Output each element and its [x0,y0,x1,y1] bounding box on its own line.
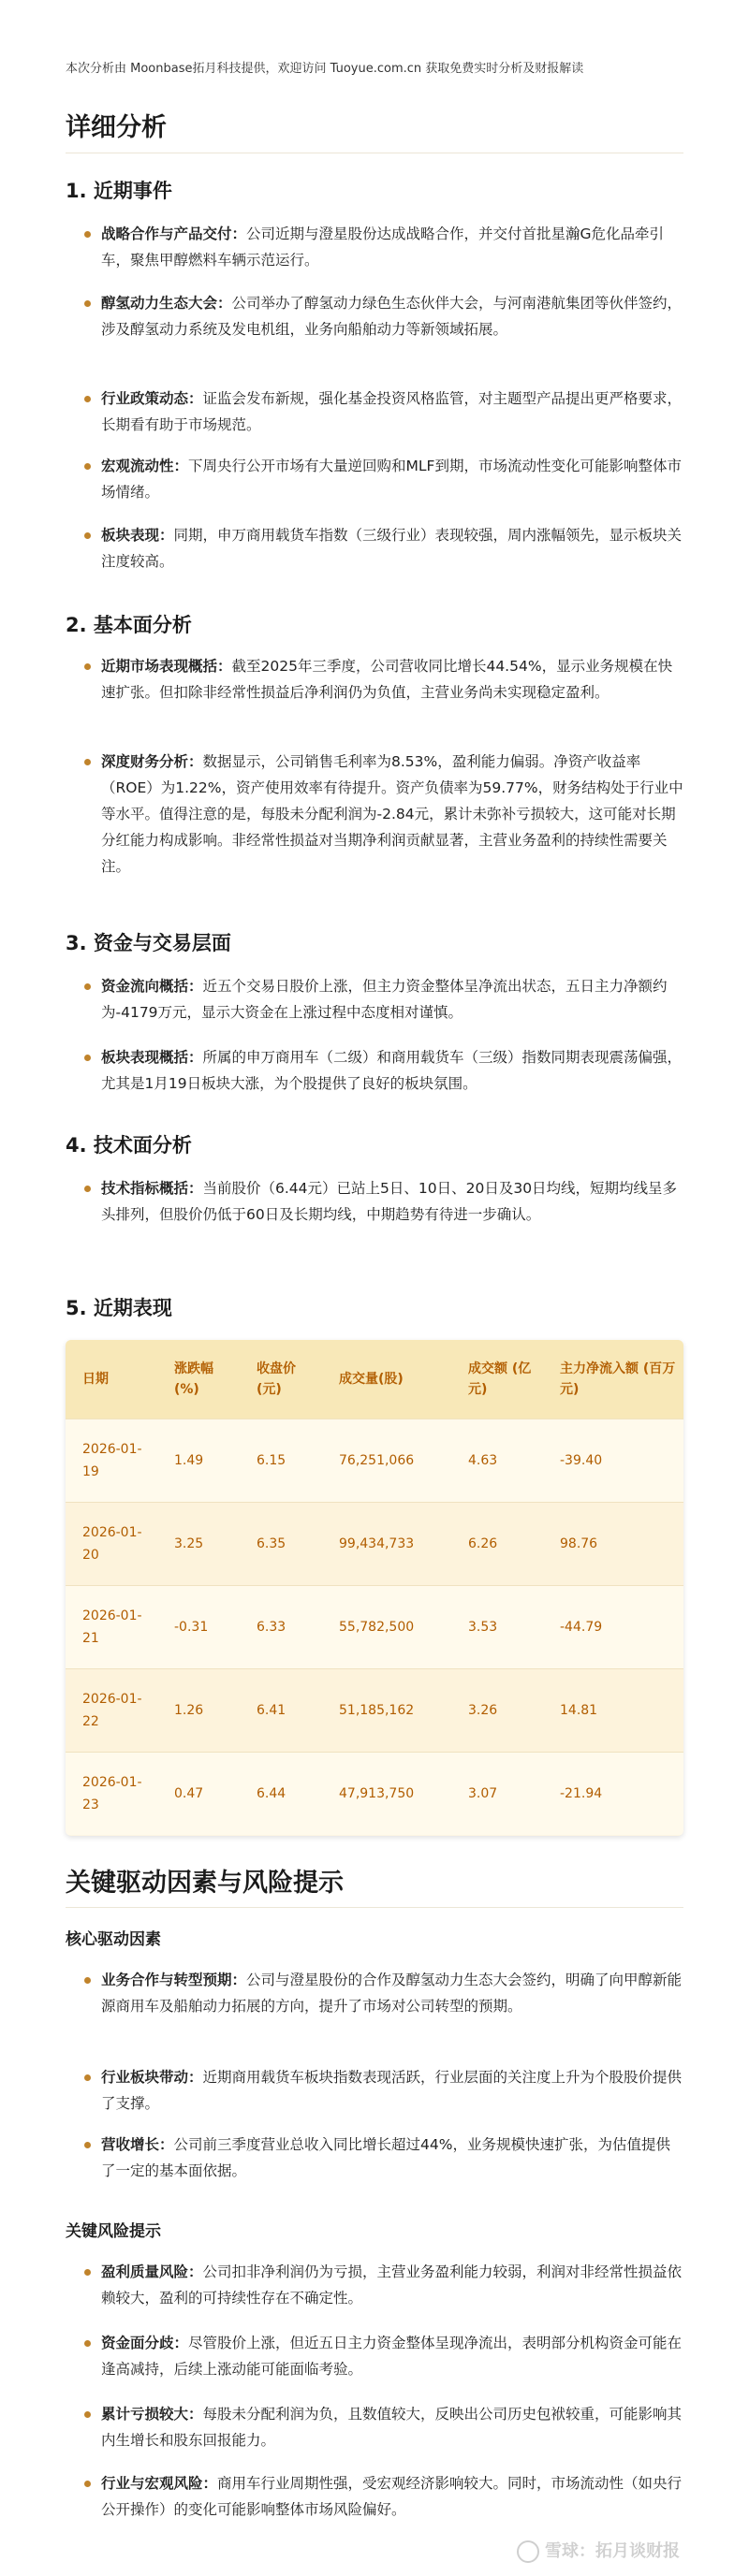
cell-amount: 3.26 [451,1669,543,1753]
cell-close: 6.44 [240,1753,322,1836]
column-header: 成交量(股) [322,1340,451,1419]
drivers-divider [66,1907,683,1908]
bullet-icon [84,1977,91,1984]
page-title: 详细分析 [66,113,167,142]
cell-volume: 99,434,733 [322,1503,451,1586]
snowball-icon [517,2540,539,2563]
list-item: 深度财务分析：数据显示，公司销售毛利率为8.53%，盈利能力偏弱。净资产收益率（ROE）为1.22%，资产使用效率有待提升。资产负债率为59.77%，财务结构处于行业中等水平。值得注意的是，每股未分配利润为-2.84元，累计未弥补亏损较大，这可能对长期分红能力构成影响。非经常性损益对当期净利润贡献显著，主营业务盈利的持续性需要关注。 [101,749,683,880]
section-4-heading: 4. 技术面分析 [66,1134,192,1157]
cell-volume: 55,782,500 [322,1586,451,1669]
cell-netflow: -21.94 [543,1753,683,1836]
bullet-icon [84,663,91,670]
bullet-icon [84,2142,91,2148]
cell-date: 2026-01-23 [66,1753,157,1836]
cell-change: 1.49 [157,1419,240,1503]
column-header: 收盘价 (元) [240,1340,322,1419]
list-item: 板块表现：同期，申万商用载货车指数（三级行业）表现较强，周内涨幅领先，显示板块关注度较高。 [101,522,683,575]
cell-netflow: 98.76 [543,1503,683,1586]
cell-volume: 51,185,162 [322,1669,451,1753]
bullet-icon [84,983,91,990]
bullet-icon [84,1186,91,1192]
list-item: 资金面分歧：尽管股价上涨，但近五日主力资金整体呈现净流出，表明部分机构资金可能在逢高减持，后续上涨动能可能面临考验。 [101,2330,683,2382]
bullet-icon [84,532,91,539]
bullet-icon [84,231,91,238]
section-2-heading: 2. 基本面分析 [66,614,192,636]
table-row [66,1669,683,1753]
table-row [66,1586,683,1669]
list-item: 宏观流动性：下周央行公开市场有大量逆回购和MLF到期，市场流动性变化可能影响整体市场情绪。 [101,453,683,505]
bullet-icon [84,2481,91,2487]
cell-date: 2026-01-20 [66,1503,157,1586]
list-item: 战略合作与产品交付：公司近期与澄星股份达成战略合作，并交付首批星瀚G危化品牵引车，聚焦甲醇燃料车辆示范运行。 [101,221,683,273]
cell-close: 6.33 [240,1586,322,1669]
cell-volume: 76,251,066 [322,1419,451,1503]
watermark-logo: 雪球：拓月谈财报 [517,2538,680,2563]
core-drivers-heading: 核心驱动因素 [66,1930,161,1949]
table-header-row [66,1340,683,1419]
bullet-icon [84,396,91,402]
cell-netflow: -39.40 [543,1419,683,1503]
bullet-icon [84,300,91,307]
cell-close: 6.41 [240,1669,322,1753]
cell-change: 1.26 [157,1669,240,1753]
list-item: 技术指标概括：当前股价（6.44元）已站上5日、10日、20日及30日均线，短期均线呈多头排列，但股价仍低于60日及长期均线，中期趋势有待进一步确认。 [101,1175,683,1228]
bullet-icon [84,2411,91,2418]
list-item: 近期市场表现概括：截至2025年三季度，公司营收同比增长44.54%，显示业务规模在快速扩张。但扣除非经常性损益后净利润仍为负值，主营业务尚未实现稳定盈利。 [101,653,683,706]
cell-amount: 6.26 [451,1503,543,1586]
table-row [66,1419,683,1503]
table-row [66,1753,683,1836]
list-item: 板块表现概括：所属的申万商用车（二级）和商用载货车（三级）指数同期表现震荡偏强，尤其是1月19日板块大涨，为个股提供了良好的板块氛围。 [101,1044,683,1097]
section-5-heading: 5. 近期表现 [66,1297,172,1319]
list-item: 行业政策动态：证监会发布新规，强化基金投资风格监管，对主题型产品提出更严格要求，长期看有助于市场规范。 [101,386,683,438]
risk-heading: 关键风险提示 [66,2222,161,2241]
bullet-icon [84,2074,91,2081]
table-row [66,1503,683,1586]
list-item: 行业与宏观风险：商用车行业周期性强，受宏观经济影响较大。同时，市场流动性（如央行公开操作）的变化可能影响整体市场风险偏好。 [101,2470,683,2523]
cell-amount: 4.63 [451,1419,543,1503]
column-header: 成交额 (亿元) [451,1340,543,1419]
cell-netflow: -44.79 [543,1586,683,1669]
cell-change: 3.25 [157,1503,240,1586]
section-1-heading: 1. 近期事件 [66,180,172,202]
bullet-icon [84,1055,91,1061]
cell-amount: 3.07 [451,1753,543,1836]
cell-volume: 47,913,750 [322,1753,451,1836]
bullet-icon [84,2340,91,2347]
list-item: 业务合作与转型预期：公司与澄星股份的合作及醇氢动力生态大会签约，明确了向甲醇新能源商用车及船舶动力拓展的方向，提升了市场对公司转型的预期。 [101,1967,683,2019]
bullet-icon [84,2269,91,2276]
list-item: 行业板块带动：近期商用载货车板块指数表现活跃，行业层面的关注度上升为个股股价提供了支撑。 [101,2064,683,2117]
list-item: 营收增长：公司前三季度营业总收入同比增长超过44%，业务规模快速扩张，为估值提供了一定的基本面依据。 [101,2132,683,2184]
bullet-icon [84,759,91,765]
cell-close: 6.15 [240,1419,322,1503]
section-3-heading: 3. 资金与交易层面 [66,932,231,954]
list-item: 盈利质量风险：公司扣非净利润仍为亏损，主营业务盈利能力较弱，利润对非经常性损益依赖较大，盈利的可持续性存在不确定性。 [101,2259,683,2311]
performance-table [66,1340,683,1836]
list-item: 资金流向概括：近五个交易日股价上涨，但主力资金整体呈净流出状态，五日主力净额约为-4179万元，显示大资金在上涨过程中态度相对谨慎。 [101,973,683,1026]
source-note: 本次分析由 Moonbase拓月科技提供，欢迎访问 Tuoyue.com.cn 获取免费实时分析及财报解读 [66,62,584,76]
column-header: 主力净流入额 (百万元) [543,1340,683,1419]
cell-date: 2026-01-19 [66,1419,157,1503]
cell-amount: 3.53 [451,1586,543,1669]
cell-change: -0.31 [157,1586,240,1669]
cell-change: 0.47 [157,1753,240,1836]
list-item: 累计亏损较大：每股未分配利润为负，且数值较大，反映出公司历史包袱较重，可能影响其内生增长和股东回报能力。 [101,2401,683,2453]
cell-date: 2026-01-21 [66,1586,157,1669]
column-header: 涨跌幅 (%) [157,1340,240,1419]
cell-netflow: 14.81 [543,1669,683,1753]
cell-close: 6.35 [240,1503,322,1586]
list-item: 醇氢动力生态大会：公司举办了醇氢动力绿色生态伙伴大会，与河南港航集团等伙伴签约，涉及醇氢动力系统及发电机组，业务向船舶动力等新领域拓展。 [101,290,683,342]
drivers-title: 关键驱动因素与风险提示 [66,1869,344,1898]
bullet-icon [84,463,91,470]
cell-date: 2026-01-22 [66,1669,157,1753]
column-header: 日期 [66,1340,157,1419]
